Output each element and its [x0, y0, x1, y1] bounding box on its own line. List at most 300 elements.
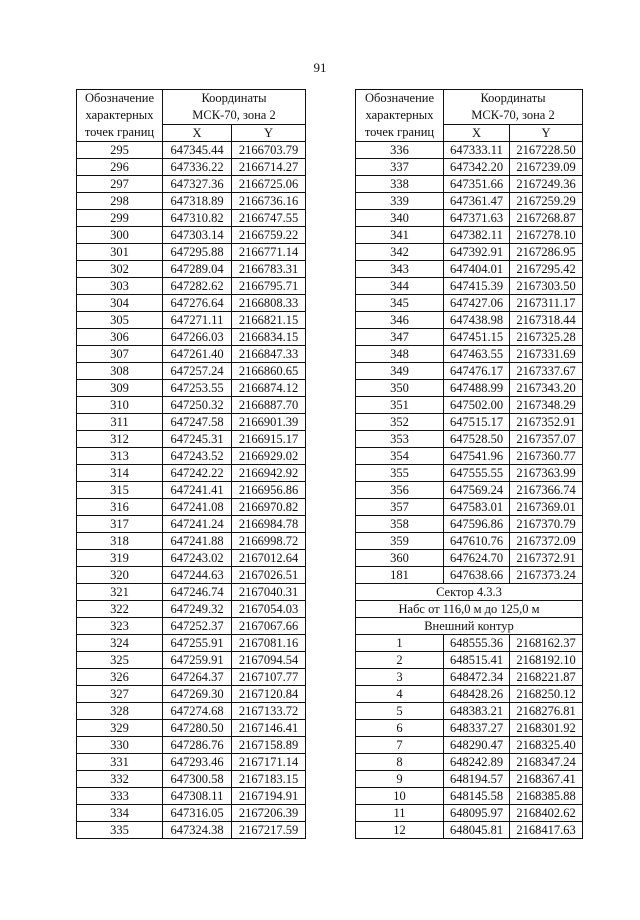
point-number-cell: 329: [77, 720, 163, 737]
x-coordinate-cell: 647488.99: [444, 380, 510, 397]
table-row: [356, 312, 583, 329]
x-coordinate-cell: 647241.08: [163, 499, 232, 516]
table-row: [356, 465, 583, 482]
y-coordinate-cell: 2168417.63: [510, 822, 583, 839]
table-row: [356, 550, 583, 567]
y-coordinate-cell: 2166860.65: [232, 363, 306, 380]
point-number-cell: 318: [77, 533, 163, 550]
table-row: [356, 754, 583, 771]
y-coordinate-cell: 2167268.87: [510, 210, 583, 227]
table-row: [77, 295, 306, 312]
header-label-line3: точек границ: [364, 125, 435, 139]
point-number-cell: 338: [356, 176, 444, 193]
sector-height-range: Набс от 116,0 м до 125,0 м: [356, 601, 583, 618]
y-coordinate-cell: 2166915.17: [232, 431, 306, 448]
table-row: [356, 499, 583, 516]
table-row: [77, 244, 306, 261]
y-coordinate-cell: 2168347.24: [510, 754, 583, 771]
x-coordinate-cell: 648145.58: [444, 788, 510, 805]
y-coordinate-cell: 2167158.89: [232, 737, 306, 754]
y-coordinate-cell: 2167343.20: [510, 380, 583, 397]
y-coordinate-cell: 2167146.41: [232, 720, 306, 737]
y-coordinate-cell: 2167183.15: [232, 771, 306, 788]
table-row: [77, 227, 306, 244]
point-number-cell: 326: [77, 669, 163, 686]
table-row: [77, 312, 306, 329]
table-row: [77, 482, 306, 499]
x-coordinate-cell: 647264.37: [163, 669, 232, 686]
point-number-cell: 312: [77, 431, 163, 448]
y-coordinate-cell: 2166703.79: [232, 142, 306, 159]
y-coordinate-cell: 2167133.72: [232, 703, 306, 720]
x-coordinate-cell: 648045.81: [444, 822, 510, 839]
header-coords-line1: Координаты: [480, 91, 546, 105]
x-coordinate-cell: 647300.58: [163, 771, 232, 788]
y-coordinate-cell: 2167363.99: [510, 465, 583, 482]
header-coords-line2: МСК-70, зона 2: [471, 108, 555, 122]
x-coordinate-cell: 647282.62: [163, 278, 232, 295]
y-coordinate-cell: 2166834.15: [232, 329, 306, 346]
header-coords-line1: Координаты: [201, 91, 267, 105]
x-coordinate-cell: 647569.24: [444, 482, 510, 499]
y-coordinate-cell: 2166901.39: [232, 414, 306, 431]
contour-title: Внешний контур: [356, 618, 583, 635]
y-coordinate-cell: 2166759.22: [232, 227, 306, 244]
table-row: [77, 278, 306, 295]
table-row: [356, 533, 583, 550]
table-row: [356, 244, 583, 261]
x-coordinate-cell: 647502.00: [444, 397, 510, 414]
table-row: [77, 329, 306, 346]
point-number-cell: 337: [356, 159, 444, 176]
y-coordinate-cell: 2167360.77: [510, 448, 583, 465]
x-coordinate-cell: 647404.01: [444, 261, 510, 278]
y-coordinate-cell: 2167067.66: [232, 618, 306, 635]
point-number-cell: 340: [356, 210, 444, 227]
y-coordinate-cell: 2166714.27: [232, 159, 306, 176]
point-number-cell: 307: [77, 346, 163, 363]
y-coordinate-cell: 2166887.70: [232, 397, 306, 414]
y-coordinate-cell: 2166783.31: [232, 261, 306, 278]
point-number-cell: 1: [356, 635, 444, 652]
y-coordinate-cell: 2168162.37: [510, 635, 583, 652]
y-coordinate-cell: 2167012.64: [232, 550, 306, 567]
y-coordinate-cell: 2167372.91: [510, 550, 583, 567]
x-coordinate-cell: 647261.40: [163, 346, 232, 363]
point-number-cell: 341: [356, 227, 444, 244]
y-coordinate-cell: 2167120.84: [232, 686, 306, 703]
y-coordinate-cell: 2168276.81: [510, 703, 583, 720]
table-row: [356, 142, 583, 159]
y-coordinate-cell: 2166874.12: [232, 380, 306, 397]
x-coordinate-cell: 647327.36: [163, 176, 232, 193]
header-y: Y: [232, 125, 306, 142]
table-row: [356, 567, 583, 584]
table-row: [77, 584, 306, 601]
x-coordinate-cell: 647583.01: [444, 499, 510, 516]
x-coordinate-cell: 647276.64: [163, 295, 232, 312]
y-coordinate-cell: 2167249.36: [510, 176, 583, 193]
point-number-cell: 313: [77, 448, 163, 465]
x-coordinate-cell: 647295.88: [163, 244, 232, 261]
table-row: [356, 329, 583, 346]
x-coordinate-cell: 647610.76: [444, 533, 510, 550]
x-coordinate-cell: 647596.86: [444, 516, 510, 533]
coordinates-table-left: [76, 89, 306, 839]
header-label-line1: Обозначение: [84, 91, 155, 105]
table-row: [77, 686, 306, 703]
y-coordinate-cell: 2167311.17: [510, 295, 583, 312]
table-row: [77, 788, 306, 805]
x-coordinate-cell: 647345.44: [163, 142, 232, 159]
point-number-cell: 333: [77, 788, 163, 805]
y-coordinate-cell: 2167325.28: [510, 329, 583, 346]
point-number-cell: 348: [356, 346, 444, 363]
point-number-cell: 9: [356, 771, 444, 788]
table-row: [77, 159, 306, 176]
y-coordinate-cell: 2167217.59: [232, 822, 306, 839]
point-number-cell: 324: [77, 635, 163, 652]
x-coordinate-cell: 647289.04: [163, 261, 232, 278]
point-number-cell: 344: [356, 278, 444, 295]
y-coordinate-cell: 2167054.03: [232, 601, 306, 618]
table-row: [77, 618, 306, 635]
x-coordinate-cell: 647253.55: [163, 380, 232, 397]
x-coordinate-cell: 647308.11: [163, 788, 232, 805]
table-row: [77, 397, 306, 414]
header-label-line1: Обозначение: [364, 91, 435, 105]
point-number-cell: 306: [77, 329, 163, 346]
x-coordinate-cell: 647257.24: [163, 363, 232, 380]
y-coordinate-cell: 2167372.09: [510, 533, 583, 550]
table-row: [77, 635, 306, 652]
point-number-cell: 304: [77, 295, 163, 312]
x-coordinate-cell: 647271.11: [163, 312, 232, 329]
y-coordinate-cell: 2167081.16: [232, 635, 306, 652]
point-number-cell: 360: [356, 550, 444, 567]
y-coordinate-cell: 2167331.69: [510, 346, 583, 363]
point-number-cell: 335: [77, 822, 163, 839]
point-number-cell: 11: [356, 805, 444, 822]
point-number-cell: 314: [77, 465, 163, 482]
y-coordinate-cell: 2167348.29: [510, 397, 583, 414]
point-number-cell: 309: [77, 380, 163, 397]
table-row: [356, 720, 583, 737]
table-row: [356, 805, 583, 822]
x-coordinate-cell: 647259.91: [163, 652, 232, 669]
table-row: [356, 193, 583, 210]
table-row: [77, 822, 306, 839]
header-coordinates: [444, 90, 583, 125]
point-number-cell: 316: [77, 499, 163, 516]
x-coordinate-cell: 647415.39: [444, 278, 510, 295]
y-coordinate-cell: 2168301.92: [510, 720, 583, 737]
header-coords-line2: МСК-70, зона 2: [192, 108, 276, 122]
table-row: [356, 346, 583, 363]
y-coordinate-cell: 2166821.15: [232, 312, 306, 329]
x-coordinate-cell: 647274.68: [163, 703, 232, 720]
point-number-cell: 299: [77, 210, 163, 227]
header-x: X: [163, 125, 232, 142]
x-coordinate-cell: 647438.98: [444, 312, 510, 329]
x-coordinate-cell: 647316.05: [163, 805, 232, 822]
point-number-cell: 359: [356, 533, 444, 550]
point-number-cell: 332: [77, 771, 163, 788]
table-row: [77, 516, 306, 533]
point-number-cell: 357: [356, 499, 444, 516]
table-row: [356, 703, 583, 720]
point-number-cell: 12: [356, 822, 444, 839]
table-row: [77, 499, 306, 516]
table-row: [77, 261, 306, 278]
y-coordinate-cell: 2167278.10: [510, 227, 583, 244]
point-number-cell: 308: [77, 363, 163, 380]
x-coordinate-cell: 647247.58: [163, 414, 232, 431]
table-row: [77, 703, 306, 720]
x-coordinate-cell: 647361.47: [444, 193, 510, 210]
table-row: [356, 516, 583, 533]
point-number-cell: 353: [356, 431, 444, 448]
y-coordinate-cell: 2167259.29: [510, 193, 583, 210]
table-row: [356, 448, 583, 465]
x-coordinate-cell: 647541.96: [444, 448, 510, 465]
y-coordinate-cell: 2167171.14: [232, 754, 306, 771]
y-coordinate-cell: 2167352.91: [510, 414, 583, 431]
y-coordinate-cell: 2167337.67: [510, 363, 583, 380]
table-row: [356, 771, 583, 788]
point-number-cell: 356: [356, 482, 444, 499]
point-number-cell: 323: [77, 618, 163, 635]
y-coordinate-cell: 2168325.40: [510, 737, 583, 754]
y-coordinate-cell: 2168192.10: [510, 652, 583, 669]
table-row: [77, 380, 306, 397]
header-label-line3: точек границ: [84, 125, 155, 139]
x-coordinate-cell: 647255.91: [163, 635, 232, 652]
point-number-cell: 311: [77, 414, 163, 431]
table-row: [77, 567, 306, 584]
header-point-designation: [356, 90, 444, 142]
x-coordinate-cell: 647241.41: [163, 482, 232, 499]
table-row: [77, 550, 306, 567]
table-row: [356, 380, 583, 397]
y-coordinate-cell: 2167357.07: [510, 431, 583, 448]
y-coordinate-cell: 2166998.72: [232, 533, 306, 550]
header-y: Y: [510, 125, 583, 142]
point-number-cell: 347: [356, 329, 444, 346]
y-coordinate-cell: 2168221.87: [510, 669, 583, 686]
header-point-designation: [77, 90, 163, 142]
point-number-cell: 302: [77, 261, 163, 278]
table-row: [77, 601, 306, 618]
x-coordinate-cell: 648337.27: [444, 720, 510, 737]
table-row: [356, 686, 583, 703]
point-number-cell: 330: [77, 737, 163, 754]
point-number-cell: 303: [77, 278, 163, 295]
point-number-cell: 339: [356, 193, 444, 210]
point-number-cell: 181: [356, 567, 444, 584]
table-row: [77, 652, 306, 669]
table-row: [356, 788, 583, 805]
point-number-cell: 297: [77, 176, 163, 193]
table-row: [356, 414, 583, 431]
x-coordinate-cell: 648194.57: [444, 771, 510, 788]
header-label-line2: характерных: [365, 108, 434, 122]
table-row: [77, 176, 306, 193]
table-row: [77, 346, 306, 363]
y-coordinate-cell: 2166984.78: [232, 516, 306, 533]
point-number-cell: 328: [77, 703, 163, 720]
table-row: [356, 210, 583, 227]
sector-title: Сектор 4.3.3: [356, 584, 583, 601]
table-row: [356, 431, 583, 448]
point-number-cell: 5: [356, 703, 444, 720]
x-coordinate-cell: 648383.21: [444, 703, 510, 720]
coordinates-table-right: [355, 89, 583, 839]
x-coordinate-cell: 647427.06: [444, 295, 510, 312]
x-coordinate-cell: 647246.74: [163, 584, 232, 601]
x-coordinate-cell: 647351.66: [444, 176, 510, 193]
x-coordinate-cell: 648290.47: [444, 737, 510, 754]
header-label-line2: характерных: [85, 108, 154, 122]
point-number-cell: 321: [77, 584, 163, 601]
x-coordinate-cell: 647318.89: [163, 193, 232, 210]
point-number-cell: 334: [77, 805, 163, 822]
x-coordinate-cell: 648242.89: [444, 754, 510, 771]
x-coordinate-cell: 647476.17: [444, 363, 510, 380]
point-number-cell: 342: [356, 244, 444, 261]
x-coordinate-cell: 647250.32: [163, 397, 232, 414]
point-number-cell: 322: [77, 601, 163, 618]
x-coordinate-cell: 648515.41: [444, 652, 510, 669]
point-number-cell: 10: [356, 788, 444, 805]
x-coordinate-cell: 647269.30: [163, 686, 232, 703]
y-coordinate-cell: 2167295.42: [510, 261, 583, 278]
x-coordinate-cell: 647528.50: [444, 431, 510, 448]
x-coordinate-cell: 647241.24: [163, 516, 232, 533]
x-coordinate-cell: 647463.55: [444, 346, 510, 363]
y-coordinate-cell: 2167026.51: [232, 567, 306, 584]
x-coordinate-cell: 647336.22: [163, 159, 232, 176]
x-coordinate-cell: 647243.52: [163, 448, 232, 465]
table-row: [356, 227, 583, 244]
x-coordinate-cell: 647303.14: [163, 227, 232, 244]
point-number-cell: 301: [77, 244, 163, 261]
table-row: [77, 363, 306, 380]
point-number-cell: 351: [356, 397, 444, 414]
point-number-cell: 4: [356, 686, 444, 703]
table-row: [77, 193, 306, 210]
x-coordinate-cell: 647249.32: [163, 601, 232, 618]
y-coordinate-cell: 2166942.92: [232, 465, 306, 482]
y-coordinate-cell: 2168402.62: [510, 805, 583, 822]
point-number-cell: 331: [77, 754, 163, 771]
y-coordinate-cell: 2167303.50: [510, 278, 583, 295]
y-coordinate-cell: 2167373.24: [510, 567, 583, 584]
table-row: [77, 465, 306, 482]
x-coordinate-cell: 647245.31: [163, 431, 232, 448]
table-row: [77, 533, 306, 550]
x-coordinate-cell: 647266.03: [163, 329, 232, 346]
point-number-cell: 315: [77, 482, 163, 499]
x-coordinate-cell: 647451.15: [444, 329, 510, 346]
x-coordinate-cell: 647324.38: [163, 822, 232, 839]
point-number-cell: 317: [77, 516, 163, 533]
x-coordinate-cell: 648095.97: [444, 805, 510, 822]
table-row: [77, 669, 306, 686]
table-row: [77, 805, 306, 822]
point-number-cell: 8: [356, 754, 444, 771]
header-coordinates: [163, 90, 306, 125]
x-coordinate-cell: 647392.91: [444, 244, 510, 261]
y-coordinate-cell: 2166847.33: [232, 346, 306, 363]
point-number-cell: 327: [77, 686, 163, 703]
point-number-cell: 349: [356, 363, 444, 380]
x-coordinate-cell: 647342.20: [444, 159, 510, 176]
x-coordinate-cell: 647624.70: [444, 550, 510, 567]
y-coordinate-cell: 2167094.54: [232, 652, 306, 669]
point-number-cell: 3: [356, 669, 444, 686]
y-coordinate-cell: 2166956.86: [232, 482, 306, 499]
table-row: [356, 737, 583, 754]
y-coordinate-cell: 2167286.95: [510, 244, 583, 261]
y-coordinate-cell: 2166795.71: [232, 278, 306, 295]
point-number-cell: 296: [77, 159, 163, 176]
point-number-cell: 295: [77, 142, 163, 159]
x-coordinate-cell: 647515.17: [444, 414, 510, 431]
table-row: [356, 295, 583, 312]
y-coordinate-cell: 2168385.88: [510, 788, 583, 805]
header-x: X: [444, 125, 510, 142]
table-row: [356, 261, 583, 278]
y-coordinate-cell: 2166725.06: [232, 176, 306, 193]
table-row: [356, 278, 583, 295]
y-coordinate-cell: 2166970.82: [232, 499, 306, 516]
point-number-cell: 7: [356, 737, 444, 754]
y-coordinate-cell: 2167318.44: [510, 312, 583, 329]
x-coordinate-cell: 647333.11: [444, 142, 510, 159]
table-row: [356, 822, 583, 839]
y-coordinate-cell: 2166929.02: [232, 448, 306, 465]
x-coordinate-cell: 647293.46: [163, 754, 232, 771]
x-coordinate-cell: 647241.88: [163, 533, 232, 550]
table-row: [77, 720, 306, 737]
x-coordinate-cell: 647252.37: [163, 618, 232, 635]
x-coordinate-cell: 647371.63: [444, 210, 510, 227]
table-row: [356, 635, 583, 652]
table-row: [77, 142, 306, 159]
y-coordinate-cell: 2167194.91: [232, 788, 306, 805]
table-row: [77, 754, 306, 771]
table-row: [356, 397, 583, 414]
point-number-cell: 355: [356, 465, 444, 482]
point-number-cell: 319: [77, 550, 163, 567]
table-row: [77, 414, 306, 431]
point-number-cell: 2: [356, 652, 444, 669]
y-coordinate-cell: 2168367.41: [510, 771, 583, 788]
y-coordinate-cell: 2166808.33: [232, 295, 306, 312]
y-coordinate-cell: 2166747.55: [232, 210, 306, 227]
y-coordinate-cell: 2167107.77: [232, 669, 306, 686]
x-coordinate-cell: 647555.55: [444, 465, 510, 482]
point-number-cell: 6: [356, 720, 444, 737]
table-row: [356, 652, 583, 669]
x-coordinate-cell: 648428.26: [444, 686, 510, 703]
point-number-cell: 336: [356, 142, 444, 159]
x-coordinate-cell: 647310.82: [163, 210, 232, 227]
x-coordinate-cell: 647638.66: [444, 567, 510, 584]
y-coordinate-cell: 2167040.31: [232, 584, 306, 601]
point-number-cell: 310: [77, 397, 163, 414]
